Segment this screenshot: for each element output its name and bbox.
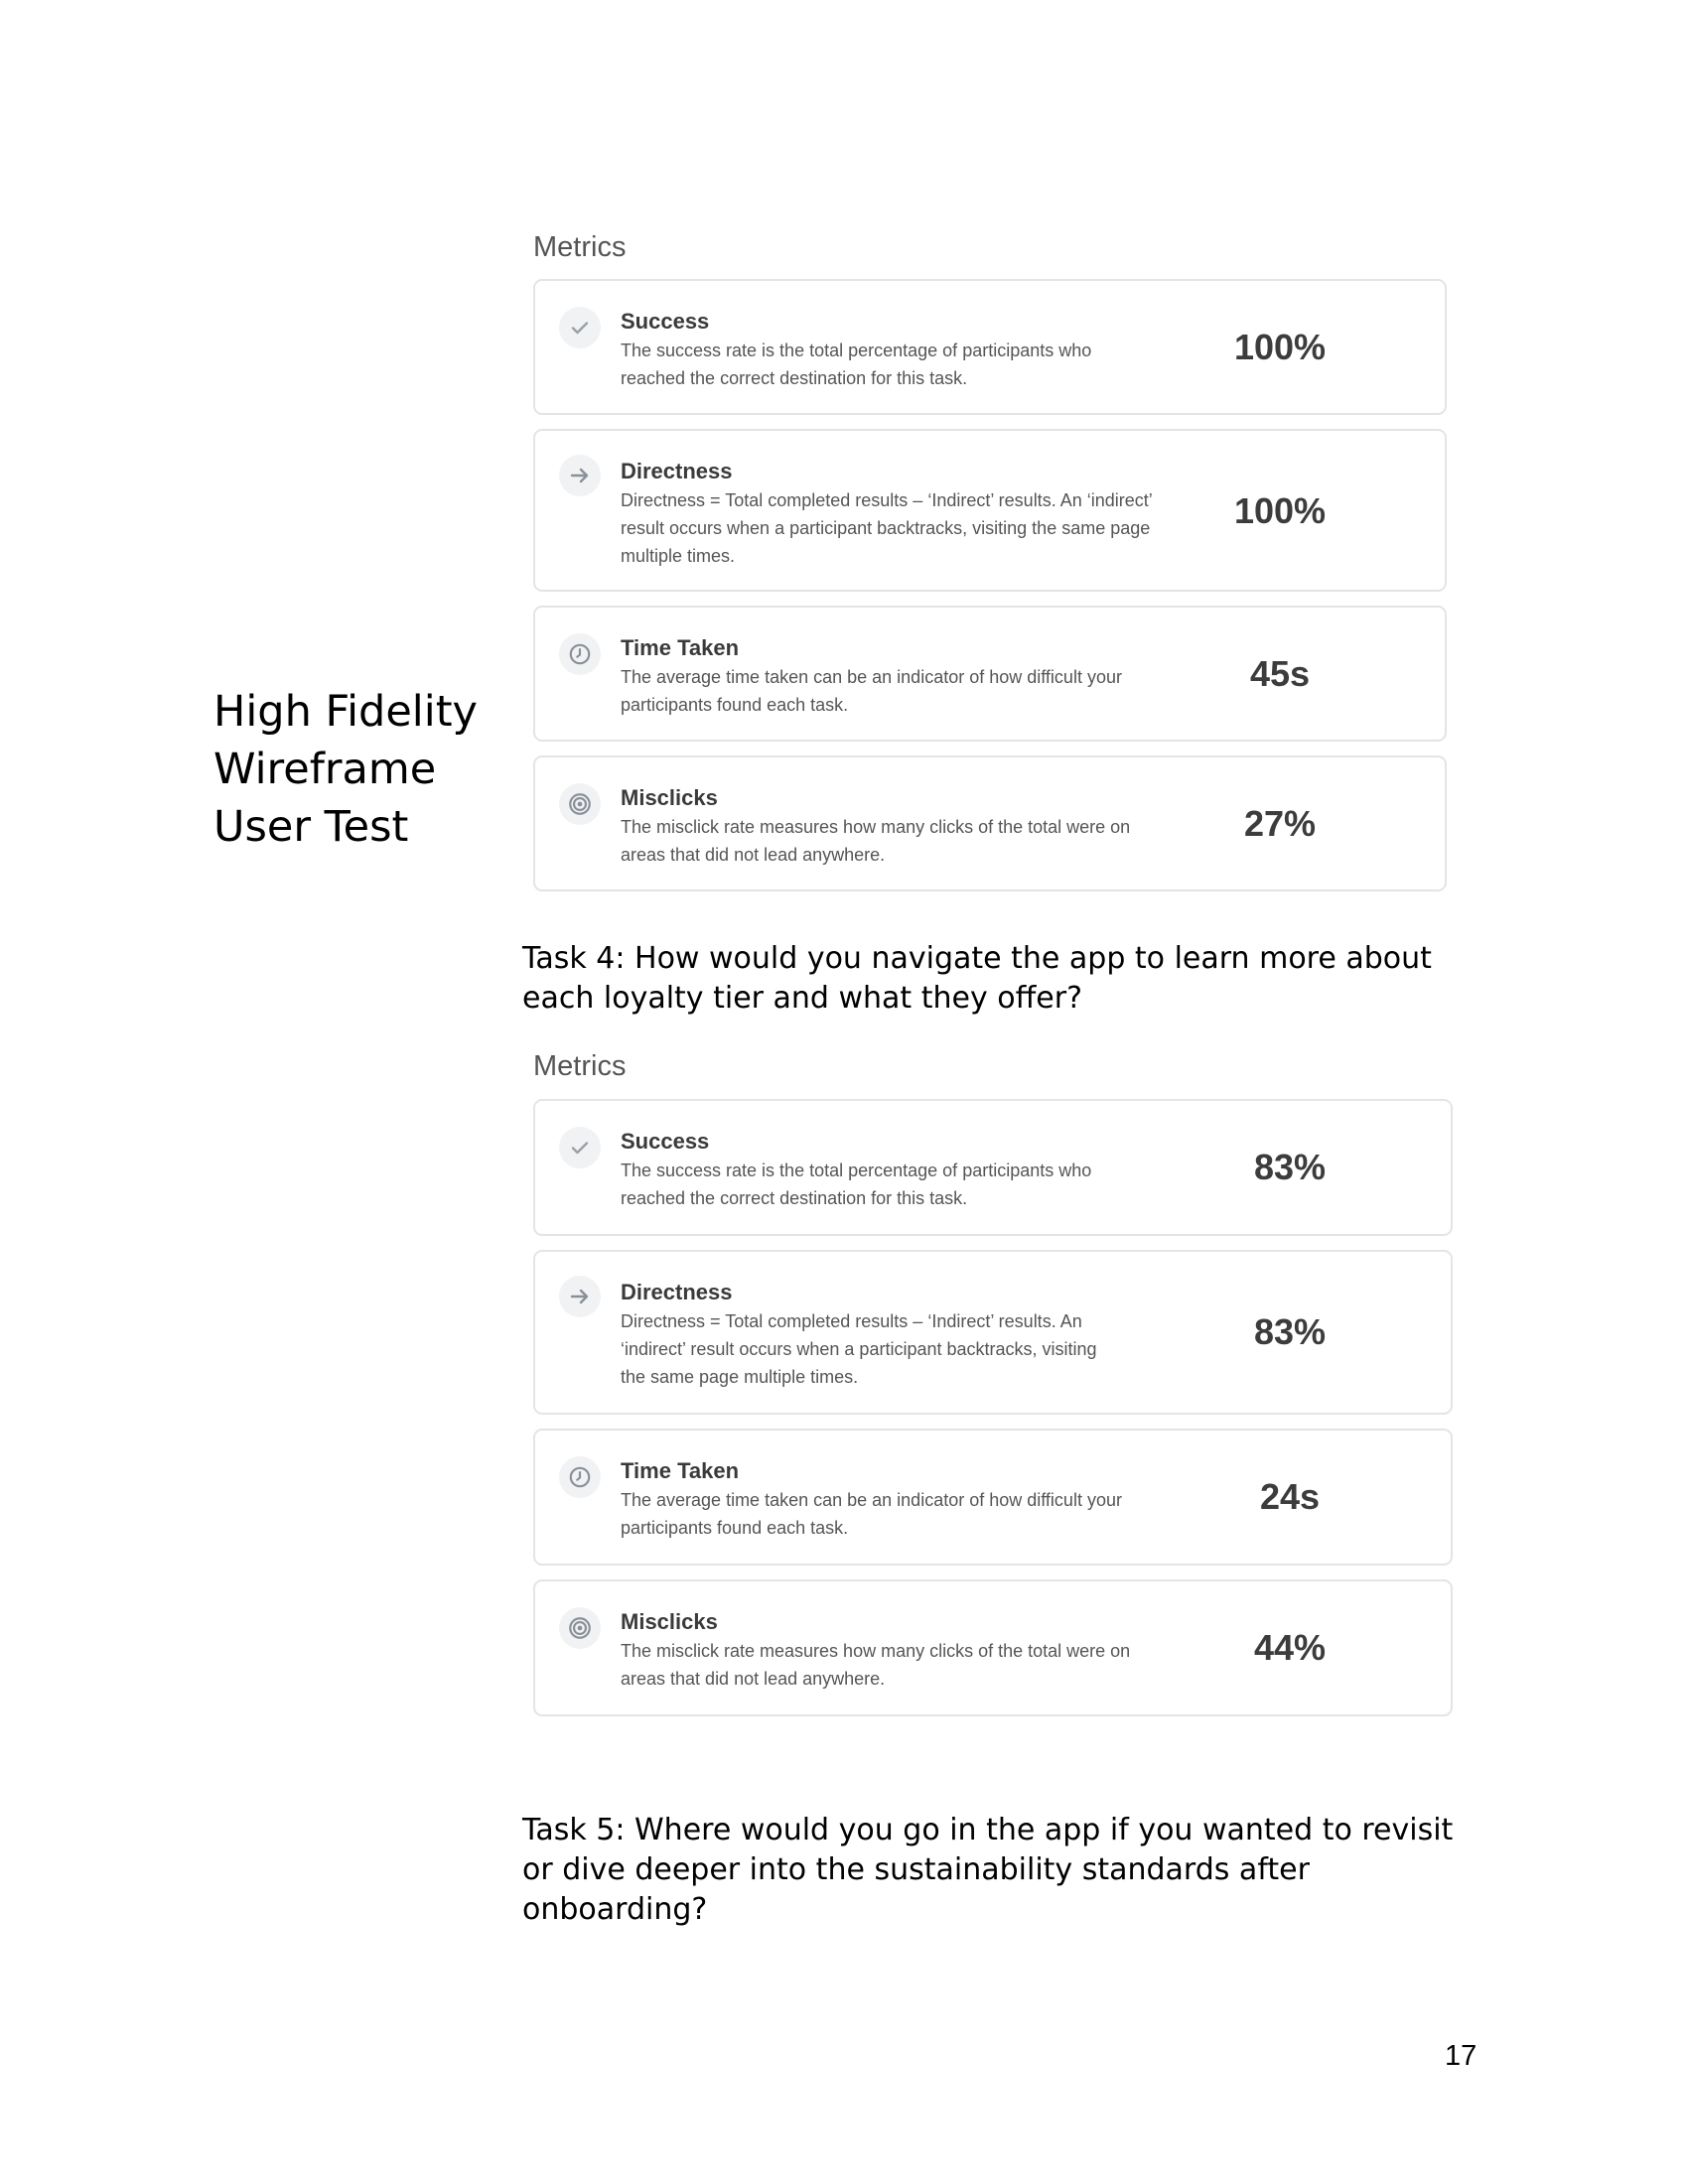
metrics-panel (533, 279, 1447, 905)
metrics-heading: Metrics (533, 231, 627, 263)
metric-card-success (533, 279, 1447, 415)
section-title-line: User Test (213, 802, 409, 852)
metric-description: The success rate is the total percentage of participants who reached the correct destination for this task. (621, 341, 1092, 388)
metric-description: Directness = Total completed results – ‘Indirect’ results. An ‘indirect’ result occurs when a participant backtracks, visiting the same page multiple times. (621, 1311, 1097, 1387)
metric-value: 24s (1259, 1476, 1321, 1517)
metric-description: Directness = Total completed results – ‘Indirect’ results. An ‘indirect’ result occurs when a participant backtracks, visiting the same page multiple times. (621, 490, 1153, 566)
metric-name: Time Taken (621, 1458, 740, 1483)
metrics-heading: Metrics (533, 1050, 627, 1082)
section-title (213, 683, 511, 856)
metric-description: The misclick rate measures how many clicks of the total were on areas that did not lead anywhere. (621, 817, 1131, 865)
clock-icon (559, 1456, 601, 1498)
metric-value: 83% (1253, 1147, 1327, 1187)
metric-description: The average time taken can be an indicator of how difficult your participants found each task. (621, 1490, 1122, 1538)
metric-description: The average time taken can be an indicator of how difficult your participants found each task. (621, 667, 1122, 715)
target-icon (559, 1607, 601, 1649)
metric-name: Success (621, 1129, 710, 1154)
metric-value: 100% (1233, 490, 1327, 531)
task-5-text: Task 5: Where would you go in the app if you wanted to revisit or dive deeper into the sustainability standards after onboarding? (522, 1813, 1454, 1927)
metric-name: Directness (621, 1280, 733, 1304)
arrow-right-icon (559, 1276, 601, 1317)
arrow-right-icon (559, 455, 601, 496)
metric-name: Misclicks (621, 785, 718, 810)
metric-card-time-taken (533, 1429, 1453, 1566)
metric-description: The misclick rate measures how many clicks of the total were on areas that did not lead anywhere. (621, 1641, 1131, 1689)
metric-card-directness (533, 429, 1447, 592)
metric-name: Misclicks (621, 1609, 718, 1634)
check-icon (559, 1127, 601, 1168)
target-icon (559, 783, 601, 825)
metric-card-misclicks (533, 755, 1447, 891)
metric-value: 45s (1249, 653, 1311, 694)
section-title-line: Wireframe (213, 745, 437, 794)
metric-value: 83% (1253, 1311, 1327, 1352)
metric-card-misclicks (533, 1579, 1453, 1716)
section-title-line: High Fidelity (213, 687, 478, 737)
clock-icon (559, 633, 601, 675)
metric-name: Directness (621, 459, 733, 483)
page-number: 17 (1445, 2040, 1477, 2072)
metric-name: Time Taken (621, 635, 740, 660)
metrics-panel (533, 1099, 1453, 1730)
metric-card-directness (533, 1250, 1453, 1415)
metric-value: 44% (1253, 1627, 1327, 1668)
metric-description: The success rate is the total percentage of participants who reached the correct destination for this task. (621, 1160, 1092, 1208)
metric-value: 100% (1233, 327, 1327, 367)
metric-card-success (533, 1099, 1453, 1236)
check-icon (559, 307, 601, 348)
task-4-text: Task 4: How would you navigate the app to learn more about each loyalty tier and what they offer? (522, 941, 1432, 1016)
metric-name: Success (621, 309, 710, 334)
metric-value: 27% (1243, 803, 1317, 844)
metric-card-time-taken (533, 606, 1447, 742)
